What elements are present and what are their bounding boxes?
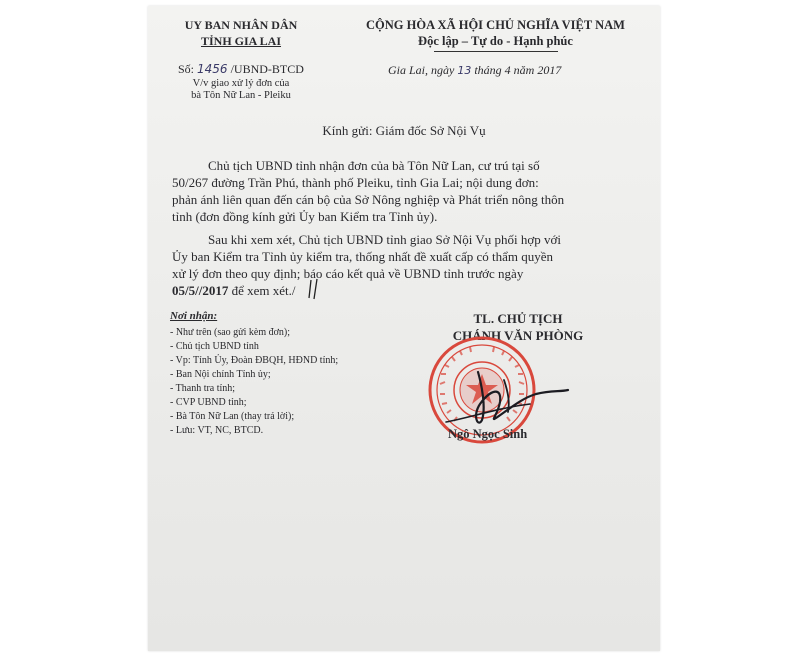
national-motto: Độc lập – Tự do - Hạnh phúc [418, 34, 573, 48]
distribution-item: - Chủ tịch UBND tỉnh [170, 341, 259, 352]
distribution-item: - Vp: Tỉnh Ủy, Đoàn ĐBQH, HĐND tỉnh; [170, 355, 339, 366]
handwritten-mark [308, 278, 322, 300]
body-paragraph1-line2: 50/267 đường Trần Phú, thành phố Pleiku, tỉnh Gia Lai; nội dung đơn: [172, 175, 539, 190]
document-number-suffix: /UBND-BTCD [227, 62, 304, 76]
issuing-org-line1: UY BAN NHÂN DÂN [184, 18, 298, 32]
body-paragraph2-line4-rest: để xem xét./ [228, 283, 296, 298]
document-page [148, 6, 660, 651]
distribution-item: - Ban Nội chính Tỉnh ủy; [170, 369, 271, 380]
document-number [178, 62, 304, 77]
body-paragraph1-line3: phản ánh liên quan đến cán bộ của Sở Nông nghiệp và Phát triển nông thôn [172, 192, 565, 207]
body-paragraph1-line1: Chủ tịch UBND tỉnh nhận đơn của bà Tôn Nữ Lan, cư trú tại số [208, 158, 540, 173]
handwritten-signature [438, 358, 588, 433]
body-paragraph2-line2: Ủy ban Kiểm tra Tỉnh ủy kiểm tra, thống nhất đề xuất cấp có thẩm quyền [172, 249, 553, 264]
issuing-org-line2: TỈNH GIA LAI [200, 34, 282, 48]
signer-title-line1: TL. CHỦ TỊCH [473, 311, 563, 326]
body-paragraph2-line1: Sau khi xem xét, Chủ tịch UBND tỉnh giao Sở Nội Vụ phối hợp với [208, 232, 561, 247]
body-paragraph2-line3: xử lý đơn theo quy định; báo cáo kết quả về UBND tỉnh trước ngày [172, 266, 524, 281]
place-date-prefix: Gia Lai, ngày [388, 63, 458, 77]
signer-name: Ngô Ngọc Sinh [448, 427, 528, 441]
document-number-prefix: Số: [178, 62, 198, 76]
place-date [388, 63, 561, 78]
document-number-handwritten: 1456 [197, 62, 228, 76]
body-paragraph1-line4: tỉnh (đơn đồng kính gửi Ủy ban Kiểm tra Tỉnh ủy). [172, 209, 438, 224]
distribution-item: - Như trên (sao gửi kèm đơn); [170, 327, 290, 338]
distribution-item: - Lưu: VT, NC, BTCD. [170, 425, 264, 436]
distribution-item: - CVP UBND tỉnh; [170, 397, 247, 408]
signer-title-line2: CHÁNH VĂN PHÒNG [452, 328, 584, 343]
distribution-item: - Bà Tôn Nữ Lan (thay trả lời); [170, 411, 295, 422]
deadline-date: 05/5//2017 [172, 283, 229, 298]
subject-line2: bà Tôn Nữ Lan - Pleiku [191, 90, 291, 101]
motto-underline [434, 51, 558, 52]
place-date-suffix: tháng 4 năm 2017 [471, 63, 562, 77]
body-paragraph2-line4 [172, 283, 296, 299]
day-handwritten: 13 [457, 64, 472, 77]
subject-line1: V/v giao xử lý đơn của [192, 78, 290, 89]
recipient-line: Kính gửi: Giám đốc Sở Nội Vụ [322, 123, 486, 138]
national-title: CỘNG HÒA XÃ HỘI CHỦ NGHĨA VIỆT NAM [366, 18, 625, 32]
distribution-title: Nơi nhận: [170, 310, 218, 322]
distribution-item: - Thanh tra tỉnh; [170, 383, 236, 394]
